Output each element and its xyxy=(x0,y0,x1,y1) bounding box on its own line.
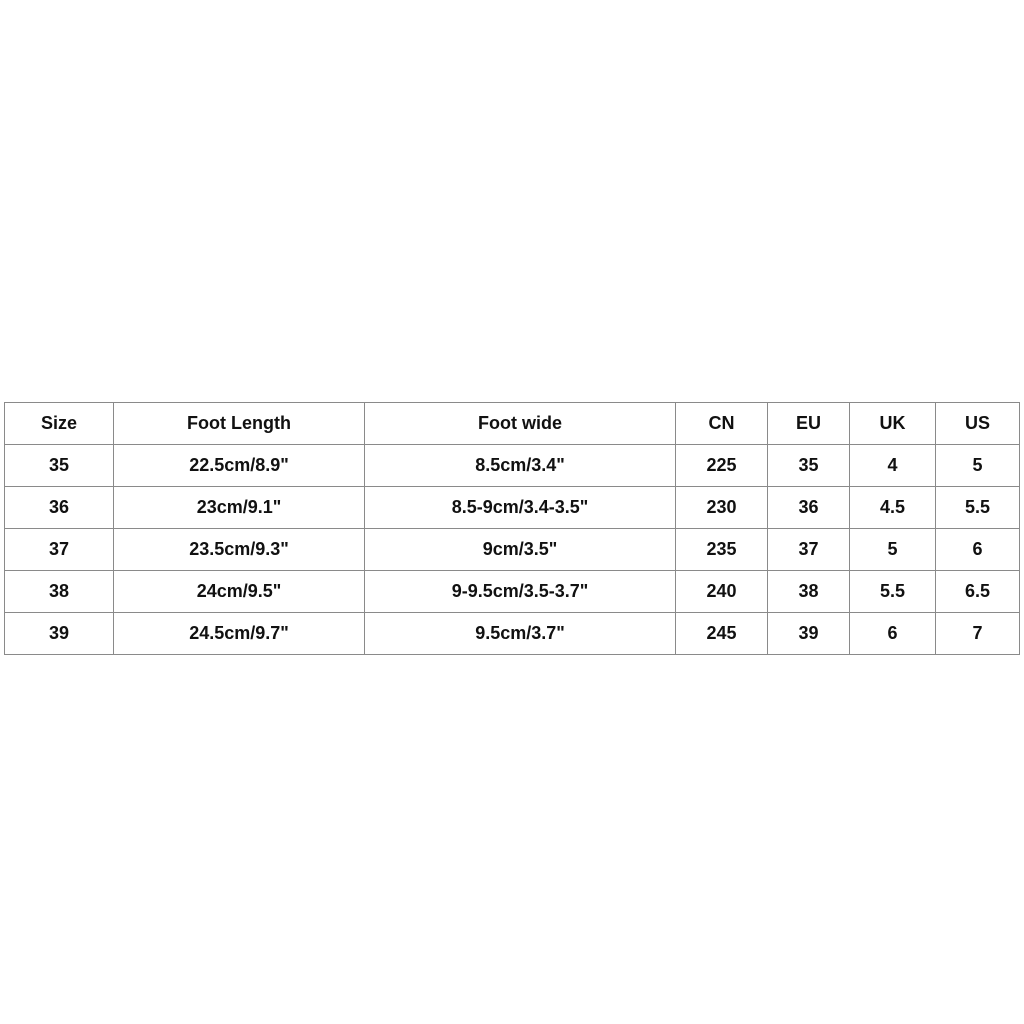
cell-eu: 37 xyxy=(768,529,850,571)
cell-cn: 230 xyxy=(676,487,768,529)
cell-eu: 38 xyxy=(768,571,850,613)
header-us: US xyxy=(936,403,1020,445)
cell-uk: 6 xyxy=(850,613,936,655)
cell-us: 6.5 xyxy=(936,571,1020,613)
cell-size: 38 xyxy=(5,571,114,613)
cell-us: 6 xyxy=(936,529,1020,571)
cell-foot-length: 23.5cm/9.3" xyxy=(114,529,365,571)
cell-us: 5 xyxy=(936,445,1020,487)
cell-foot-wide: 9.5cm/3.7" xyxy=(365,613,676,655)
cell-size: 39 xyxy=(5,613,114,655)
cell-size: 36 xyxy=(5,487,114,529)
header-eu: EU xyxy=(768,403,850,445)
cell-cn: 240 xyxy=(676,571,768,613)
cell-size: 37 xyxy=(5,529,114,571)
cell-us: 7 xyxy=(936,613,1020,655)
header-size: Size xyxy=(5,403,114,445)
header-cn: CN xyxy=(676,403,768,445)
table-row xyxy=(5,487,1020,529)
cell-eu: 36 xyxy=(768,487,850,529)
table-row xyxy=(5,613,1020,655)
cell-cn: 225 xyxy=(676,445,768,487)
cell-cn: 245 xyxy=(676,613,768,655)
size-chart-table xyxy=(4,402,1020,655)
table-header-row xyxy=(5,403,1020,445)
cell-foot-length: 24.5cm/9.7" xyxy=(114,613,365,655)
cell-us: 5.5 xyxy=(936,487,1020,529)
cell-eu: 39 xyxy=(768,613,850,655)
cell-foot-wide: 8.5-9cm/3.4-3.5" xyxy=(365,487,676,529)
cell-foot-wide: 8.5cm/3.4" xyxy=(365,445,676,487)
cell-uk: 5 xyxy=(850,529,936,571)
cell-foot-length: 22.5cm/8.9" xyxy=(114,445,365,487)
table-row xyxy=(5,529,1020,571)
cell-foot-wide: 9cm/3.5" xyxy=(365,529,676,571)
cell-uk: 5.5 xyxy=(850,571,936,613)
cell-uk: 4 xyxy=(850,445,936,487)
cell-cn: 235 xyxy=(676,529,768,571)
cell-eu: 35 xyxy=(768,445,850,487)
table-row xyxy=(5,445,1020,487)
header-foot-length: Foot Length xyxy=(114,403,365,445)
header-uk: UK xyxy=(850,403,936,445)
cell-size: 35 xyxy=(5,445,114,487)
header-foot-wide: Foot wide xyxy=(365,403,676,445)
cell-foot-length: 23cm/9.1" xyxy=(114,487,365,529)
cell-uk: 4.5 xyxy=(850,487,936,529)
table-row xyxy=(5,571,1020,613)
cell-foot-wide: 9-9.5cm/3.5-3.7" xyxy=(365,571,676,613)
cell-foot-length: 24cm/9.5" xyxy=(114,571,365,613)
